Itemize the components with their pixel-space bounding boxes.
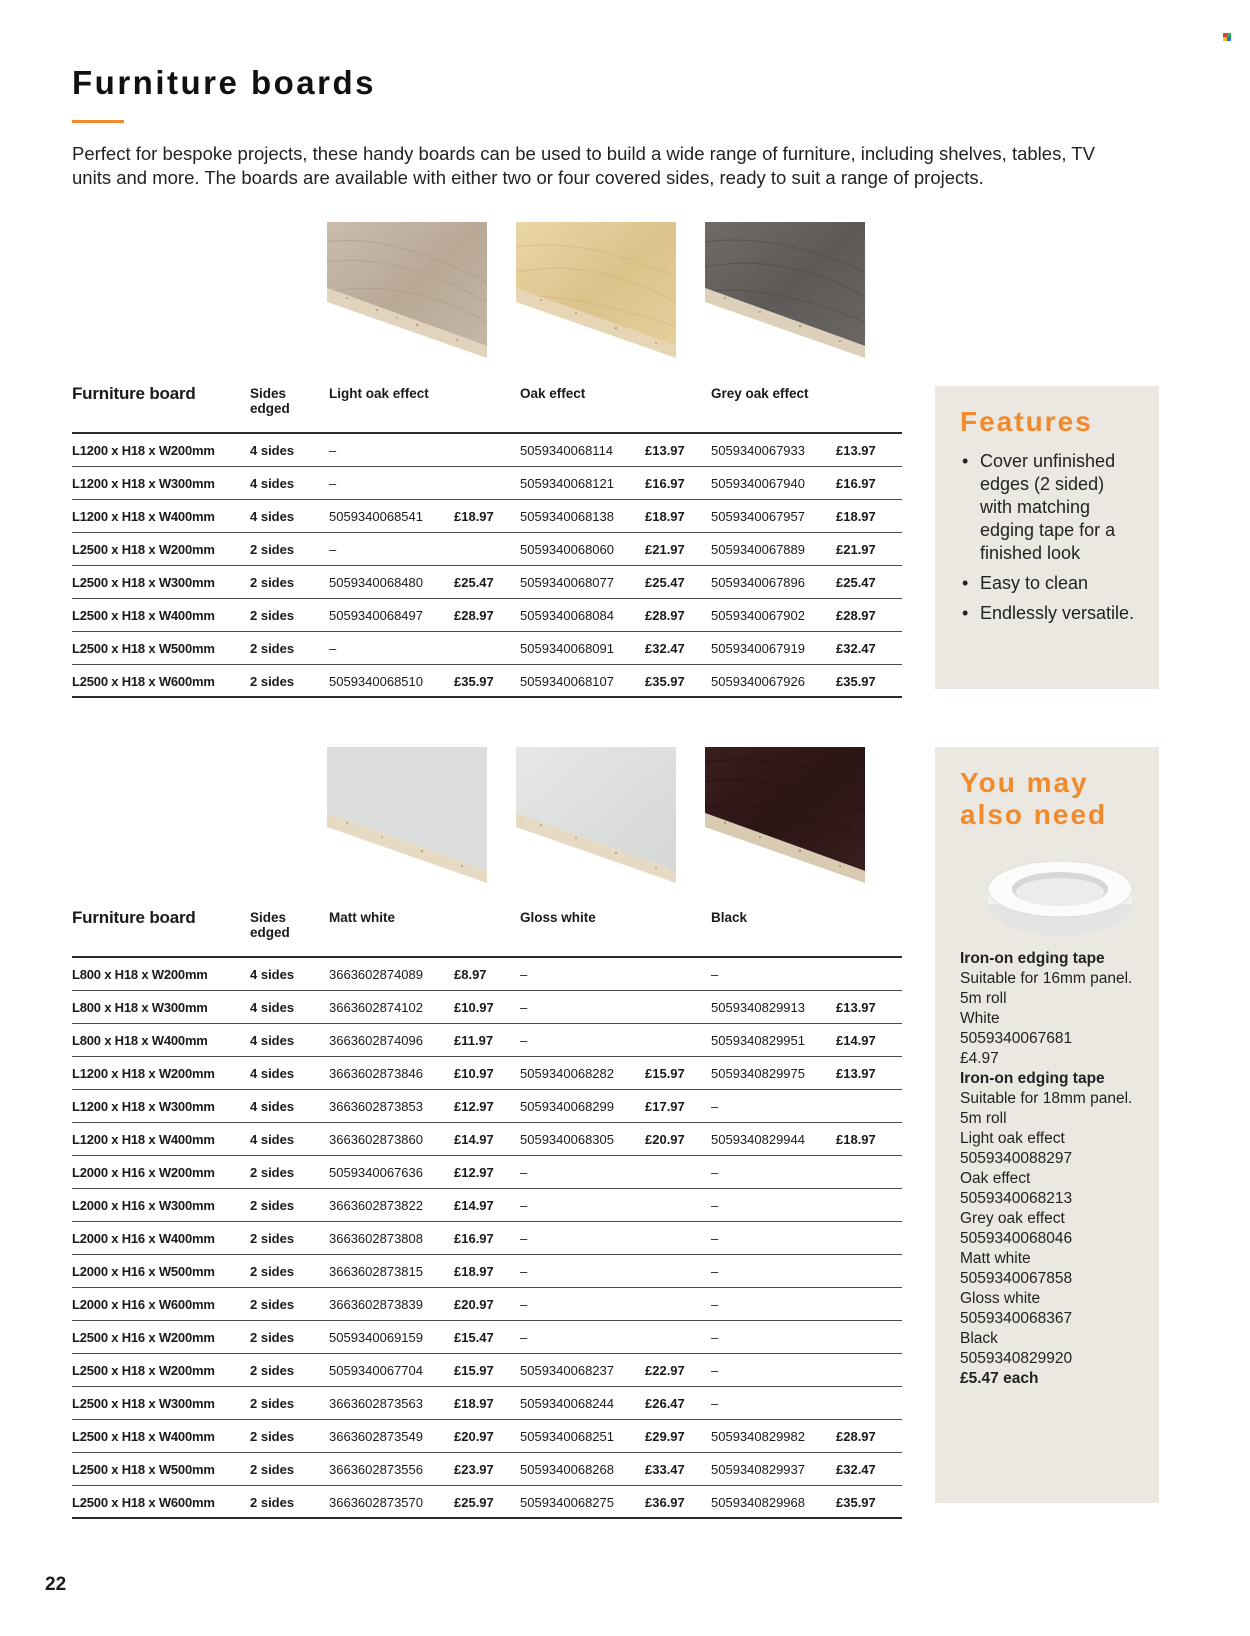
- price-col3: £28.97: [836, 608, 876, 623]
- code-col1: 5059340069159: [329, 1330, 423, 1345]
- code-col3: 5059340829913: [711, 1000, 805, 1015]
- also-need-line: 5059340829920: [960, 1350, 1073, 1367]
- price-col1: £18.97: [454, 1396, 494, 1411]
- code-col1: 3663602873853: [329, 1099, 423, 1114]
- page-title: Furniture boards: [72, 64, 377, 101]
- col-sides-edged: Sides edged: [250, 386, 290, 416]
- also-need-line: Iron-on edging tape: [960, 950, 1105, 967]
- board-size: L2500 x H18 x W500mm: [72, 1462, 215, 1477]
- code-col3: 5059340067933: [711, 443, 805, 458]
- price-col3: £16.97: [836, 476, 876, 491]
- price-col2: £25.47: [645, 575, 685, 590]
- board-size: L2000 x H16 x W200mm: [72, 1165, 215, 1180]
- also-need-details: [960, 949, 1144, 1389]
- edging-tape-roll-image: [985, 859, 1135, 939]
- price-col2: £33.47: [645, 1462, 685, 1477]
- code-col2: 5059340068114: [520, 443, 614, 458]
- sides-edged: 4 sides: [250, 1000, 295, 1015]
- price-col3: £32.47: [836, 1462, 876, 1477]
- code-col1: 3663602873808: [329, 1231, 423, 1246]
- code-col3: 5059340829968: [711, 1495, 805, 1510]
- also-need-line: 5059340067681: [960, 1030, 1073, 1047]
- table-row: [72, 958, 902, 991]
- board-size: L2500 x H18 x W200mm: [72, 1363, 215, 1378]
- price-col1: £23.97: [454, 1462, 494, 1477]
- feature-item: • Easy to clean: [960, 572, 1139, 595]
- also-need-line: White: [960, 1010, 1000, 1027]
- table-row: [72, 1321, 902, 1354]
- code-col1: 5059340068480: [329, 575, 423, 590]
- price-col1: £20.97: [454, 1297, 494, 1312]
- table-row: [72, 1057, 902, 1090]
- table-row: [72, 1024, 902, 1057]
- price-col3: £13.97: [836, 443, 876, 458]
- sides-edged: 2 sides: [250, 1297, 295, 1312]
- price-col3: £13.97: [836, 1066, 876, 1081]
- sides-edged: 4 sides: [250, 509, 295, 524]
- board-size: L2500 x H18 x W500mm: [72, 641, 215, 656]
- code-col3: 5059340067919: [711, 641, 805, 656]
- price-col1: £20.97: [454, 1429, 494, 1444]
- code-col3: –: [711, 1396, 719, 1411]
- price-col3: £35.97: [836, 1495, 876, 1510]
- features-panel: [935, 386, 1159, 689]
- sides-edged: 4 sides: [250, 443, 295, 458]
- board-size: L800 x H18 x W300mm: [72, 1000, 208, 1015]
- price-col2: £28.97: [645, 608, 685, 623]
- code-col1: 5059340067704: [329, 1363, 423, 1378]
- code-col2: 5059340068084: [520, 608, 614, 623]
- table-row: [72, 434, 902, 467]
- board-size: L2500 x H18 x W300mm: [72, 1396, 215, 1411]
- table-row: [72, 500, 902, 533]
- code-col1: –: [329, 542, 337, 557]
- code-col1: –: [329, 476, 337, 491]
- code-col3: 5059340829944: [711, 1132, 805, 1147]
- table-header: [72, 380, 902, 434]
- gloss-white-swatch: [516, 747, 676, 883]
- board-size: L2500 x H18 x W400mm: [72, 1429, 215, 1444]
- board-size: L2500 x H18 x W300mm: [72, 575, 215, 590]
- price-col1: £28.97: [454, 608, 494, 623]
- board-size: L800 x H18 x W400mm: [72, 1033, 208, 1048]
- price-col2: £20.97: [645, 1132, 685, 1147]
- table-row: [72, 1288, 902, 1321]
- light-oak-swatch: [327, 222, 487, 358]
- code-col3: –: [711, 1330, 719, 1345]
- table-row: [72, 1387, 902, 1420]
- sides-edged: 4 sides: [250, 1033, 295, 1048]
- col-black: Black: [711, 910, 748, 925]
- code-col2: 5059340068138: [520, 509, 614, 524]
- price-col2: £17.97: [645, 1099, 685, 1114]
- price-col1: £15.97: [454, 1363, 494, 1378]
- price-col3: £21.97: [836, 542, 876, 557]
- board-size: L1200 x H18 x W400mm: [72, 509, 215, 524]
- also-need-line: 5059340068367: [960, 1310, 1073, 1327]
- title-underline: [72, 120, 124, 123]
- table-body: [72, 958, 902, 1519]
- code-col3: 5059340067957: [711, 509, 805, 524]
- code-col1: 3663602873822: [329, 1198, 423, 1213]
- price-col3: £14.97: [836, 1033, 876, 1048]
- code-col1: 3663602873839: [329, 1297, 423, 1312]
- board-size: L2000 x H16 x W500mm: [72, 1264, 215, 1279]
- furniture-board-table-plain: [72, 904, 902, 1519]
- col-matt-white: Matt white: [329, 910, 395, 925]
- also-need-line: Gloss white: [960, 1290, 1041, 1307]
- table-header: [72, 904, 902, 958]
- price-col3: £25.47: [836, 575, 876, 590]
- price-col2: £32.47: [645, 641, 685, 656]
- also-need-line: 5059340067858: [960, 1270, 1073, 1287]
- table-row: [72, 1486, 902, 1519]
- sides-edged: 2 sides: [250, 1495, 295, 1510]
- code-col3: 5059340067889: [711, 542, 805, 557]
- sides-edged: 2 sides: [250, 608, 295, 623]
- code-col2: 5059340068077: [520, 575, 614, 590]
- code-col2: 5059340068275: [520, 1495, 614, 1510]
- price-col1: £8.97: [454, 967, 487, 982]
- also-need-line: Grey oak effect: [960, 1210, 1065, 1227]
- price-col1: £14.97: [454, 1198, 494, 1213]
- code-col2: 5059340068121: [520, 476, 614, 491]
- price-col1: £35.97: [454, 674, 494, 689]
- code-col3: –: [711, 1099, 719, 1114]
- code-col1: 3663602873549: [329, 1429, 423, 1444]
- table-row: [72, 1222, 902, 1255]
- code-col1: 3663602873815: [329, 1264, 423, 1279]
- code-col3: –: [711, 1363, 719, 1378]
- code-col3: –: [711, 1297, 719, 1312]
- code-col3: 5059340067896: [711, 575, 805, 590]
- sides-edged: 2 sides: [250, 1198, 295, 1213]
- code-col2: –: [520, 1033, 528, 1048]
- price-col2: £22.97: [645, 1363, 685, 1378]
- board-size: L2500 x H18 x W600mm: [72, 1495, 215, 1510]
- price-col1: £25.97: [454, 1495, 494, 1510]
- sides-edged: 2 sides: [250, 674, 295, 689]
- price-col2: £29.97: [645, 1429, 685, 1444]
- price-col1: £18.97: [454, 1264, 494, 1279]
- code-col1: –: [329, 641, 337, 656]
- sides-edged: 2 sides: [250, 1462, 295, 1477]
- price-col2: £36.97: [645, 1495, 685, 1510]
- price-col1: £10.97: [454, 1000, 494, 1015]
- col-sides-edged: Sides edged: [250, 910, 290, 940]
- price-col2: £21.97: [645, 542, 685, 557]
- table-row: [72, 599, 902, 632]
- also-need-line: £4.97: [960, 1050, 999, 1067]
- board-size: L2500 x H16 x W200mm: [72, 1330, 215, 1345]
- table-row: [72, 1255, 902, 1288]
- col-oak: Oak effect: [520, 386, 586, 401]
- price-col2: £15.97: [645, 1066, 685, 1081]
- sides-edged: 2 sides: [250, 1429, 295, 1444]
- code-col1: –: [329, 443, 337, 458]
- code-col3: –: [711, 967, 719, 982]
- col-light-oak: Light oak effect: [329, 386, 429, 401]
- code-col2: –: [520, 1264, 528, 1279]
- table-row: [72, 1123, 902, 1156]
- code-col2: 5059340068282: [520, 1066, 614, 1081]
- table-row: [72, 1090, 902, 1123]
- code-col1: 3663602873556: [329, 1462, 423, 1477]
- code-col3: –: [711, 1165, 719, 1180]
- also-need-line: 5m roll: [960, 1110, 1007, 1127]
- sides-edged: 4 sides: [250, 476, 295, 491]
- code-col3: 5059340829951: [711, 1033, 805, 1048]
- board-size: L2500 x H18 x W200mm: [72, 542, 215, 557]
- grey-oak-swatch: [705, 222, 865, 358]
- code-col1: 5059340068497: [329, 608, 423, 623]
- also-need-line: Suitable for 16mm panel.: [960, 970, 1133, 987]
- code-col2: –: [520, 967, 528, 982]
- code-col1: 3663602873570: [329, 1495, 423, 1510]
- table-row: [72, 632, 902, 665]
- code-col1: 5059340068510: [329, 674, 423, 689]
- sides-edged: 4 sides: [250, 1099, 295, 1114]
- table-row: [72, 1354, 902, 1387]
- price-col3: £18.97: [836, 509, 876, 524]
- code-col2: 5059340068244: [520, 1396, 614, 1411]
- code-col2: 5059340068107: [520, 674, 614, 689]
- code-col2: –: [520, 1297, 528, 1312]
- price-col2: £13.97: [645, 443, 685, 458]
- oak-swatch: [516, 222, 676, 358]
- price-col1: £11.97: [454, 1033, 494, 1048]
- price-col2: £16.97: [645, 476, 685, 491]
- board-size: L1200 x H18 x W300mm: [72, 1099, 215, 1114]
- table-row: [72, 1420, 902, 1453]
- code-col3: –: [711, 1198, 719, 1213]
- table-row: [72, 991, 902, 1024]
- code-col3: 5059340067926: [711, 674, 805, 689]
- also-need-line: 5m roll: [960, 990, 1007, 1007]
- code-col1: 3663602873860: [329, 1132, 423, 1147]
- price-col1: £15.47: [454, 1330, 494, 1345]
- also-need-panel: [935, 747, 1159, 1503]
- col-furniture-board: Furniture board: [72, 384, 196, 403]
- col-furniture-board: Furniture board: [72, 908, 196, 927]
- also-need-line: 5059340068046: [960, 1230, 1073, 1247]
- code-col3: –: [711, 1264, 719, 1279]
- code-col1: 3663602874096: [329, 1033, 423, 1048]
- sides-edged: 4 sides: [250, 1066, 295, 1081]
- also-need-line: Light oak effect: [960, 1130, 1065, 1147]
- also-need-line: 5059340068213: [960, 1190, 1073, 1207]
- code-col3: 5059340829975: [711, 1066, 805, 1081]
- intro-text: Perfect for bespoke projects, these handy boards can be used to build a wide range of furniture, including shelves, tables, TV units and more. The boards are available with either two or four covered sides, ready to suit a range of projects.: [72, 143, 1095, 188]
- board-size: L1200 x H18 x W200mm: [72, 443, 215, 458]
- sides-edged: 2 sides: [250, 1264, 295, 1279]
- also-need-line: 5059340088297: [960, 1150, 1073, 1167]
- price-col1: £10.97: [454, 1066, 494, 1081]
- sides-edged: 2 sides: [250, 575, 295, 590]
- price-col1: £14.97: [454, 1132, 494, 1147]
- code-col1: 3663602874089: [329, 967, 423, 982]
- price-col3: £32.47: [836, 641, 876, 656]
- price-col1: £12.97: [454, 1165, 494, 1180]
- code-col2: 5059340068268: [520, 1462, 614, 1477]
- price-col3: £28.97: [836, 1429, 876, 1444]
- code-col1: 3663602873563: [329, 1396, 423, 1411]
- code-col2: 5059340068091: [520, 641, 614, 656]
- code-col2: –: [520, 1330, 528, 1345]
- code-col3: 5059340829937: [711, 1462, 805, 1477]
- code-col2: –: [520, 1198, 528, 1213]
- code-col3: 5059340067902: [711, 608, 805, 623]
- board-size: L2500 x H18 x W600mm: [72, 674, 215, 689]
- board-size: L1200 x H18 x W200mm: [72, 1066, 215, 1081]
- also-need-line: Iron-on edging tape: [960, 1070, 1105, 1087]
- features-list: [960, 450, 1139, 625]
- code-col2: 5059340068305: [520, 1132, 614, 1147]
- board-size: L2500 x H18 x W400mm: [72, 608, 215, 623]
- code-col2: –: [520, 1231, 528, 1246]
- sides-edged: 4 sides: [250, 1132, 295, 1147]
- table-row: [72, 566, 902, 599]
- board-size: L2000 x H16 x W300mm: [72, 1198, 215, 1213]
- also-need-line: Suitable for 18mm panel.: [960, 1090, 1133, 1107]
- board-size: L1200 x H18 x W300mm: [72, 476, 215, 491]
- sides-edged: 2 sides: [250, 641, 295, 656]
- board-size: L2000 x H16 x W600mm: [72, 1297, 215, 1312]
- table-row: [72, 1189, 902, 1222]
- sides-edged: 4 sides: [250, 967, 295, 982]
- also-need-line: £5.47 each: [960, 1370, 1039, 1387]
- black-swatch: [705, 747, 865, 883]
- price-col1: £18.97: [454, 509, 494, 524]
- also-need-line: Matt white: [960, 1250, 1031, 1267]
- price-col2: £18.97: [645, 509, 685, 524]
- col-gloss-white: Gloss white: [520, 910, 596, 925]
- table-row: [72, 533, 902, 566]
- code-col2: –: [520, 1000, 528, 1015]
- sides-edged: 2 sides: [250, 1330, 295, 1345]
- price-col1: £25.47: [454, 575, 494, 590]
- code-col1: 5059340067636: [329, 1165, 423, 1180]
- price-col3: £18.97: [836, 1132, 876, 1147]
- features-title: Features: [960, 406, 1093, 437]
- code-col3: 5059340829982: [711, 1429, 805, 1444]
- corner-color-mark: [1223, 33, 1231, 41]
- feature-item: • Cover unfinished edges (2 sided) with matching edging tape for a finished look: [960, 450, 1139, 565]
- code-col2: 5059340068060: [520, 542, 614, 557]
- price-col1: £12.97: [454, 1099, 494, 1114]
- col-grey-oak: Grey oak effect: [711, 386, 809, 401]
- also-need-line: Oak effect: [960, 1170, 1031, 1187]
- table-row: [72, 467, 902, 500]
- also-need-line: Black: [960, 1330, 998, 1347]
- sides-edged: 2 sides: [250, 1231, 295, 1246]
- table-row: [72, 665, 902, 698]
- page-number: 22: [45, 1574, 67, 1595]
- table-row: [72, 1156, 902, 1189]
- price-col3: £35.97: [836, 674, 876, 689]
- board-size: L800 x H18 x W200mm: [72, 967, 208, 982]
- code-col3: 5059340067940: [711, 476, 805, 491]
- code-col2: 5059340068251: [520, 1429, 614, 1444]
- also-need-title-line2: also need: [960, 799, 1108, 830]
- table-body: [72, 434, 902, 698]
- code-col1: 3663602873846: [329, 1066, 423, 1081]
- code-col3: –: [711, 1231, 719, 1246]
- also-need-title-line1: You may: [960, 767, 1089, 798]
- matt-white-swatch: [327, 747, 487, 883]
- code-col1: 3663602874102: [329, 1000, 423, 1015]
- code-col2: –: [520, 1165, 528, 1180]
- furniture-board-table-wood: [72, 380, 902, 698]
- price-col3: £13.97: [836, 1000, 876, 1015]
- code-col2: 5059340068299: [520, 1099, 614, 1114]
- sides-edged: 2 sides: [250, 1165, 295, 1180]
- table-row: [72, 1453, 902, 1486]
- price-col2: £26.47: [645, 1396, 685, 1411]
- board-size: L2000 x H16 x W400mm: [72, 1231, 215, 1246]
- code-col2: 5059340068237: [520, 1363, 614, 1378]
- sides-edged: 2 sides: [250, 1363, 295, 1378]
- code-col1: 5059340068541: [329, 509, 423, 524]
- feature-item: • Endlessly versatile.: [960, 602, 1139, 625]
- sides-edged: 2 sides: [250, 1396, 295, 1411]
- price-col1: £16.97: [454, 1231, 494, 1246]
- board-size: L1200 x H18 x W400mm: [72, 1132, 215, 1147]
- sides-edged: 2 sides: [250, 542, 295, 557]
- price-col2: £35.97: [645, 674, 685, 689]
